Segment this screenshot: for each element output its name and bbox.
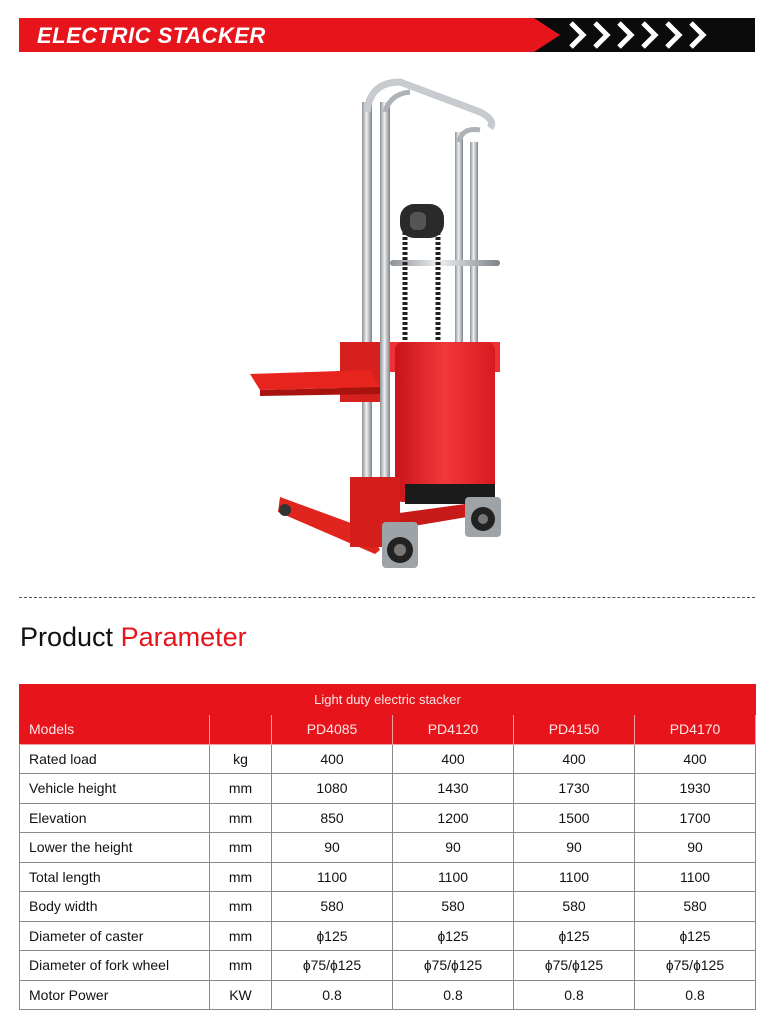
row-unit: mm [210, 921, 272, 951]
row-label: Rated load [20, 744, 210, 774]
row-label: Lower the height [20, 833, 210, 863]
row-unit: mm [210, 862, 272, 892]
cell-value: 580 [272, 892, 393, 922]
row-unit: mm [210, 774, 272, 804]
table-row [20, 803, 756, 833]
cell-value: 1100 [514, 862, 635, 892]
cell-value: ɸ125 [393, 921, 514, 951]
banner-title: ELECTRIC STACKER [37, 23, 266, 48]
cell-value: 0.8 [514, 980, 635, 1010]
row-unit: KW [210, 980, 272, 1010]
table-row [20, 774, 756, 804]
cell-value: 0.8 [393, 980, 514, 1010]
section-title [20, 622, 247, 653]
row-label: Diameter of fork wheel [20, 951, 210, 981]
cell-value: ɸ75/ɸ125 [635, 951, 756, 981]
header-banner [19, 18, 755, 52]
section-title-parameter: Parameter [120, 622, 247, 652]
cell-value: 580 [393, 892, 514, 922]
row-label: Total length [20, 862, 210, 892]
table-caption-row [20, 685, 756, 715]
row-unit: mm [210, 951, 272, 981]
cell-value: ɸ75/ɸ125 [514, 951, 635, 981]
cell-value: ɸ75/ɸ125 [393, 951, 514, 981]
cell-value: 580 [514, 892, 635, 922]
header-unit [210, 715, 272, 745]
section-title-product: Product [20, 622, 114, 652]
cell-value: 1730 [514, 774, 635, 804]
row-label: Vehicle height [20, 774, 210, 804]
cell-value: ɸ75/ɸ125 [272, 951, 393, 981]
cell-value: 1080 [272, 774, 393, 804]
table-caption: Light duty electric stacker [20, 685, 756, 715]
cell-value: ɸ125 [272, 921, 393, 951]
cell-value: 1100 [635, 862, 756, 892]
table-row [20, 862, 756, 892]
table-row [20, 951, 756, 981]
dashed-divider [19, 597, 755, 598]
cell-value: ɸ125 [514, 921, 635, 951]
cell-value: 1100 [393, 862, 514, 892]
row-label: Body width [20, 892, 210, 922]
row-unit: mm [210, 892, 272, 922]
cell-value: 90 [635, 833, 756, 863]
table-row [20, 921, 756, 951]
spec-table [19, 684, 756, 1010]
cell-value: 0.8 [635, 980, 756, 1010]
banner-notch [534, 18, 560, 52]
cell-value: 400 [272, 744, 393, 774]
table-header-row [20, 715, 756, 745]
cell-value: 400 [393, 744, 514, 774]
chevron-arrows-icon [567, 20, 747, 50]
row-label: Elevation [20, 803, 210, 833]
cell-value: 1430 [393, 774, 514, 804]
cell-value: 580 [635, 892, 756, 922]
row-unit: kg [210, 744, 272, 774]
header-model: PD4170 [635, 715, 756, 745]
cell-value: ɸ125 [635, 921, 756, 951]
cell-value: 1700 [635, 803, 756, 833]
stacker-product-image [240, 72, 520, 577]
table-row [20, 744, 756, 774]
cell-value: 1930 [635, 774, 756, 804]
table-row [20, 833, 756, 863]
cell-value: 400 [635, 744, 756, 774]
header-model: PD4085 [272, 715, 393, 745]
row-label: Diameter of caster [20, 921, 210, 951]
cell-value: 90 [393, 833, 514, 863]
cell-value: 90 [514, 833, 635, 863]
header-models-label: Models [20, 715, 210, 745]
header-model: PD4150 [514, 715, 635, 745]
header-model: PD4120 [393, 715, 514, 745]
row-unit: mm [210, 833, 272, 863]
cell-value: 850 [272, 803, 393, 833]
cell-value: 400 [514, 744, 635, 774]
cell-value: 90 [272, 833, 393, 863]
cell-value: 0.8 [272, 980, 393, 1010]
cell-value: 1200 [393, 803, 514, 833]
row-unit: mm [210, 803, 272, 833]
row-label: Motor Power [20, 980, 210, 1010]
table-row [20, 980, 756, 1010]
cell-value: 1100 [272, 862, 393, 892]
table-row [20, 892, 756, 922]
cell-value: 1500 [514, 803, 635, 833]
